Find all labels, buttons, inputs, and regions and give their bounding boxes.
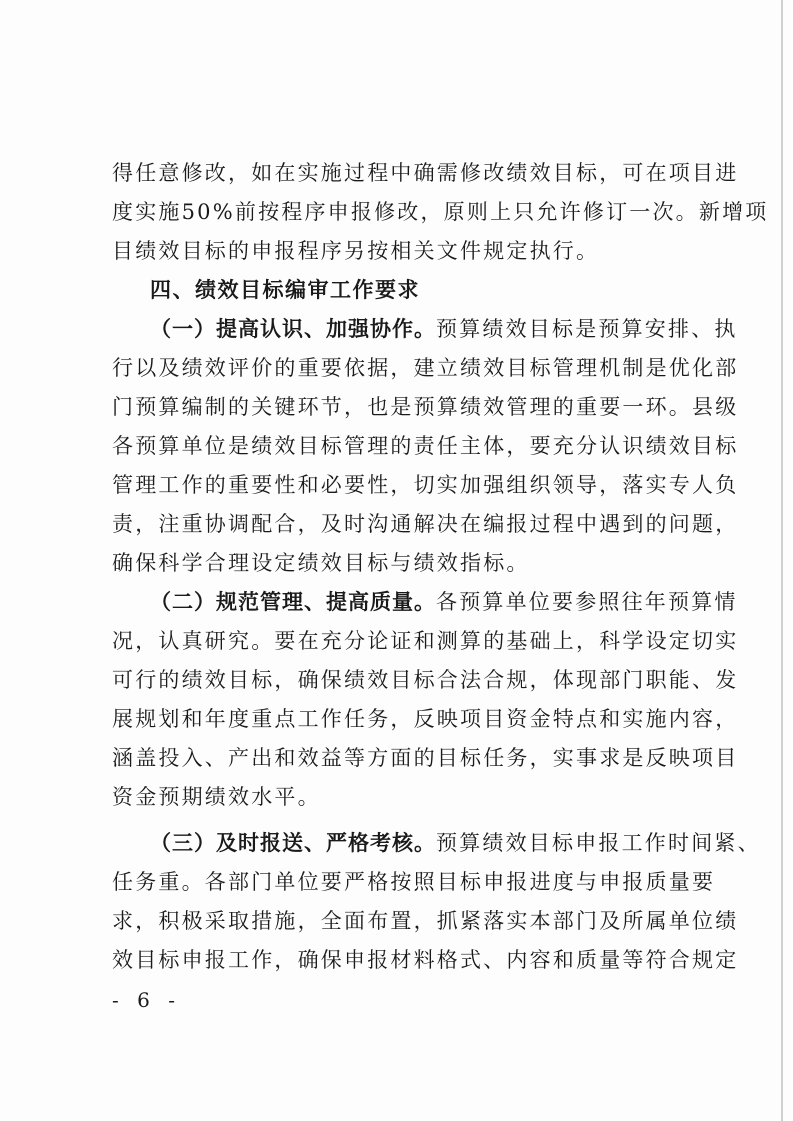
paragraph-2-first-text: 各预算单位要参照往年预算情: [436, 590, 738, 614]
body-line: 展规划和年度重点工作任务，反映项目资金特点和实施内容，: [112, 707, 739, 731]
body-line: 资金预期绩效水平。: [112, 785, 321, 809]
paragraph-1-first-text: 预算绩效目标是预算安排、执: [436, 317, 738, 341]
paragraph-3-first-line: [150, 825, 761, 861]
body-line: 各预算单位是绩效目标管理的责任主体，要充分认识绩效目标: [112, 434, 739, 458]
body-line: 得任意修改，如在实施过程中确需修改绩效目标，可在项目进: [112, 161, 739, 185]
body-line: 可行的绩效目标，确保绩效目标合法合规，体现部门职能、发: [112, 668, 739, 692]
paragraph-1-first-line: [150, 311, 738, 347]
section-heading: 四、绩效目标编审工作要求: [150, 278, 420, 302]
page-number: - 6 -: [112, 988, 181, 1012]
body-line: 度实施50%前按程序申报修改，原则上只允许修订一次。新增项: [112, 200, 769, 224]
paragraph-3-first-text: 预算绩效目标申报工作时间紧、: [436, 831, 761, 855]
paragraph-1-title: （一）提高认识、加强协作。: [150, 317, 436, 341]
body-line: 况，认真研究。要在充分论证和测算的基础上，科学设定切实: [112, 629, 739, 653]
body-line: 效目标申报工作，确保申报材料格式、内容和质量等符合规定: [112, 948, 739, 972]
body-line: 责，注重协调配合，及时沟通解决在编报过程中遇到的问题，: [112, 512, 739, 536]
paragraph-3-title: （三）及时报送、严格考核。: [150, 831, 436, 855]
scan-edge-line: [781, 0, 783, 1121]
paragraph-2-first-line: [150, 584, 738, 620]
body-line: 目绩效目标的申报程序另按相关文件规定执行。: [112, 239, 600, 263]
body-line: 行以及绩效评价的重要依据，建立绩效目标管理机制是优化部: [112, 356, 739, 380]
body-line: 确保科学合理设定绩效目标与绩效指标。: [112, 551, 530, 575]
body-line: 涵盖投入、产出和效益等方面的目标任务，实事求是反映项目: [112, 746, 739, 770]
paragraph-2-title: （二）规范管理、提高质量。: [150, 590, 436, 614]
body-line: 求，积极采取措施，全面布置，抓紧落实本部门及所属单位绩: [112, 909, 739, 933]
body-line: 任务重。各部门单位要严格按照目标申报进度与申报质量要: [112, 870, 716, 894]
body-line: 管理工作的重要性和必要性，切实加强组织领导，落实专人负: [112, 473, 739, 497]
body-line: 门预算编制的关键环节，也是预算绩效管理的重要一环。县级: [112, 395, 739, 419]
